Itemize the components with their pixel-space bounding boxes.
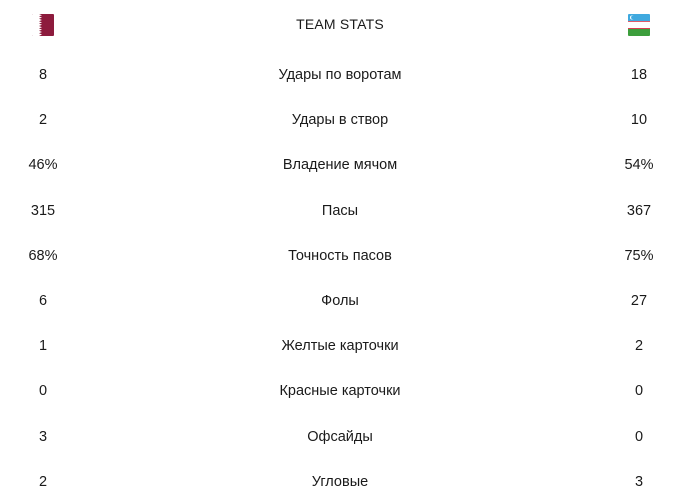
uzbekistan-flag-icon [628, 14, 650, 36]
stat-label: Красные карточки [279, 383, 401, 400]
page-title: TEAM STATS [296, 16, 384, 32]
away-value: 75% [624, 247, 654, 264]
away-value: 367 [626, 202, 652, 219]
stat-row-red-cards [0, 368, 680, 413]
stat-label: Удары в створ [291, 112, 389, 129]
away-value: 18 [630, 67, 648, 83]
stat-label: Владение мячом [282, 157, 398, 174]
stat-row-possession [0, 142, 680, 187]
home-value: 8 [38, 67, 48, 83]
away-value: 54% [624, 157, 654, 174]
away-value: 0 [634, 383, 644, 400]
away-value: 2 [634, 338, 644, 355]
stat-row-offsides [0, 414, 680, 459]
stat-label: Фолы [321, 292, 359, 309]
stat-row-corners [0, 459, 680, 504]
stat-row-shots [0, 52, 680, 97]
stat-label: Пасы [321, 202, 359, 219]
stat-label: Желтые карточки [281, 338, 399, 355]
stat-row-yellow-cards [0, 323, 680, 368]
team-stats-header [0, 0, 680, 50]
away-value: 27 [630, 292, 648, 309]
stat-label: Удары по воротам [278, 67, 402, 83]
home-value: 1 [38, 338, 48, 355]
home-value: 2 [38, 112, 48, 129]
away-value: 0 [634, 428, 644, 445]
home-value: 0 [38, 383, 48, 400]
away-value: 3 [634, 473, 644, 490]
home-value: 315 [30, 202, 56, 219]
stat-row-shots-on-target [0, 97, 680, 142]
home-value: 6 [38, 292, 48, 309]
home-value: 68% [28, 247, 58, 264]
stat-label: Точность пасов [288, 247, 392, 264]
stat-label: Угловые [311, 473, 369, 490]
home-value: 3 [38, 428, 48, 445]
stat-row-fouls [0, 278, 680, 323]
stat-row-passes [0, 188, 680, 233]
home-value: 46% [28, 157, 58, 174]
home-value: 2 [38, 473, 48, 490]
stat-row-pass-accuracy [0, 233, 680, 278]
stats-table [0, 52, 680, 504]
away-value: 10 [630, 112, 648, 129]
stat-label: Офсайды [307, 428, 373, 445]
